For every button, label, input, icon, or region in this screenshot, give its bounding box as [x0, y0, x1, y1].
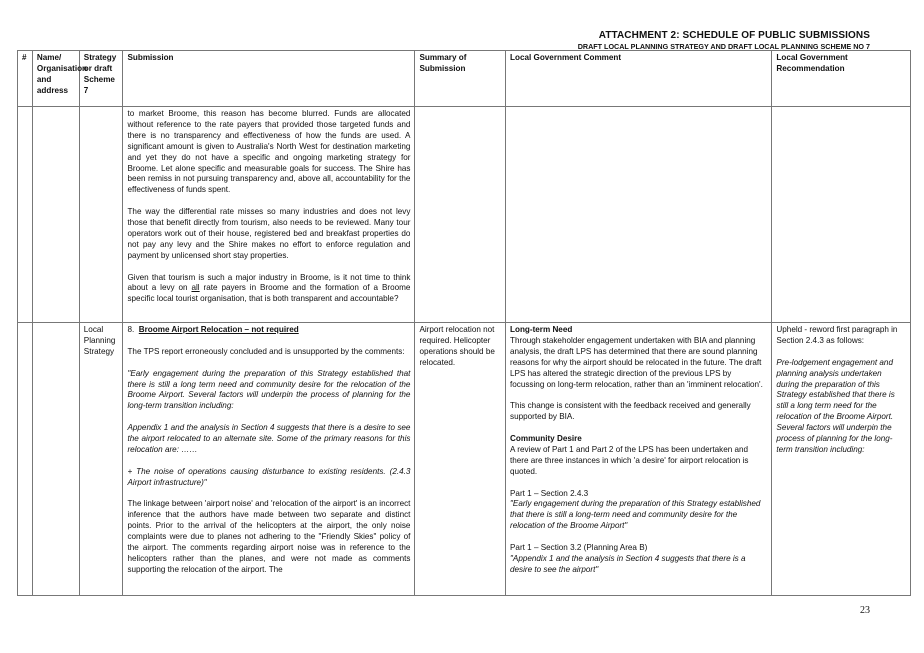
attachment-subtitle: DRAFT LOCAL PLANNING STRATEGY AND DRAFT LOCAL PLANNING SCHEME NO 7: [577, 42, 870, 51]
recommendation-quote: Pre-lodgement engagement and planning analysis undertaken during the preparation of this Strategy established that there is still a long term need for the relocation of the Broome Airport. Several factors will underpin the process of planning for the long-term transition including:: [776, 357, 895, 454]
comment-paragraph: This change is consistent with the feedback received and generally supported by BIA.: [510, 401, 751, 422]
submission-quote: "Early engagement during the preparation of this Strategy established that there is still a long term need and community desire for the relocation of the Broome Airport. Several factors will underpin the process of planning for the long-term transition including:: [127, 368, 411, 411]
cell-recommendation: [772, 107, 911, 323]
col-header-strategy: Strategy or draft Scheme 7: [79, 51, 123, 107]
item-number: 8.: [127, 325, 135, 334]
comment-reference: Part 1 – Section 2.4.3: [510, 488, 589, 498]
cell-comment: [506, 323, 772, 596]
cell-summary: Airport relocation not required. Helicopter operations should be relocated.: [415, 323, 506, 596]
comment-quote: "Appendix 1 and the analysis in Section 4 suggests that there is a desire to see the airport": [510, 553, 746, 574]
cell-number: [18, 107, 33, 323]
col-header-recommendation: Local Government Recommendation: [772, 51, 911, 107]
cell-strategy: Local Planning Strategy: [79, 323, 123, 596]
submission-paragraph: to market Broome, this reason has become blurred. Funds are allocated without reference to the rate payers that provided those targeted funds and there is no transparency and effectiveness of how the funds are used. A significant amount is given to Australia's North West for destination marketing and yet they do not have a specific and ongoing marketing strategy for Broome. Let alone specific and measurable goals for success. The Shire has been remiss in not pursuing transparency and, above all, accountability for the effectiveness of funds spent.: [127, 109, 411, 195]
cell-summary: [415, 107, 506, 323]
page-number: 23: [860, 605, 870, 616]
text-run: Given that tourism is such a major industry in Broome, is it not time to think about a levy on: [127, 272, 411, 293]
comment-paragraph: Through stakeholder engagement undertaken with BIA and planning analysis, the draft LPS has determined that there are sound planning reasons for why the airport should be relocated in the future. The draft LPS has altered the strategic direction of the previous LPS by focussing on long-term relocation, rather than an 'imminent relocation'.: [510, 335, 763, 389]
submissions-table: [17, 50, 911, 596]
recommendation-paragraph: Upheld - reword first paragraph in Section 2.4.3 as follows:: [776, 325, 898, 345]
submission-paragraph: The TPS report erroneously concluded and is unsupported by the comments:: [127, 346, 405, 356]
table-row: [18, 323, 911, 596]
col-header-summary: Summary of Submission: [415, 51, 506, 107]
submission-quote: + The noise of operations causing disturbance to existing residents. (2.4.3 Airport infrastructure)": [127, 466, 411, 487]
table-row: [18, 107, 911, 323]
cell-submission: [123, 323, 415, 596]
table-header-row: [18, 51, 911, 107]
col-header-comment: Local Government Comment: [506, 51, 772, 107]
col-header-submission: Submission: [123, 51, 415, 107]
submission-paragraph: The linkage between 'airport noise' and 'relocation of the airport' is an incorrect inference that the authors have made between two separate and distinct points. Prior to the arrival of the helicopters at the airport, the only noise complaints were due to planes not adhering to the "Friendly Skies" policy of the airport. The comments regarding airport noise was in reference to the helicopters rather than the planes, and were not made as comments supporting the relocation of the airport. The: [127, 499, 411, 574]
item-title: Broome Airport Relocation – not required: [138, 325, 299, 334]
cell-name: [32, 107, 79, 323]
comment-heading: Long-term Need: [510, 325, 573, 334]
cell-submission: [123, 107, 415, 323]
cell-comment: [506, 107, 772, 323]
text-run: rate payers in Broome and the formation of a Broome specific local tourist organisation, that is both transparent and accountable?: [127, 283, 411, 304]
cell-strategy: [79, 107, 123, 323]
col-header-name: Name/ Organisation and address: [32, 51, 79, 107]
comment-reference: Part 1 – Section 3.2 (Planning Area B): [510, 543, 648, 553]
submission-paragraph: The way the differential rate misses so many industries and does not levy those that benefit directly from tourism, also needs to be reviewed. Many tour operators work out of their house, registered bed and breakfast properties do not pay any levy and the Shire makes no effort to enforce regulation and payment by unlicensed short stay properties.: [127, 207, 411, 260]
cell-number: [18, 323, 33, 596]
attachment-title: ATTACHMENT 2: SCHEDULE OF PUBLIC SUBMISSIONS: [598, 30, 870, 41]
comment-paragraph: A review of Part 1 and Part 2 of the LPS has been undertaken and there are three instances in which 'a desire' for airport relocation is quoted.: [510, 444, 749, 476]
underlined-text: all: [191, 283, 200, 293]
item-heading: [127, 325, 410, 336]
comment-heading: Community Desire: [510, 434, 582, 444]
cell-recommendation: [772, 323, 911, 596]
comment-quote: "Early engagement during the preparation of this Strategy established that there is still a long-term need and community desire for the relocation of the Broome Airport": [510, 499, 761, 531]
cell-name: [32, 323, 79, 596]
col-header-number: #: [18, 51, 33, 107]
submission-quote: Appendix 1 and the analysis in Section 4 suggests that there is a desire to see the airport relocated to an alternate site. Some of the primary reasons for this relocation are: ……: [127, 423, 411, 454]
submission-paragraph: [127, 273, 410, 306]
